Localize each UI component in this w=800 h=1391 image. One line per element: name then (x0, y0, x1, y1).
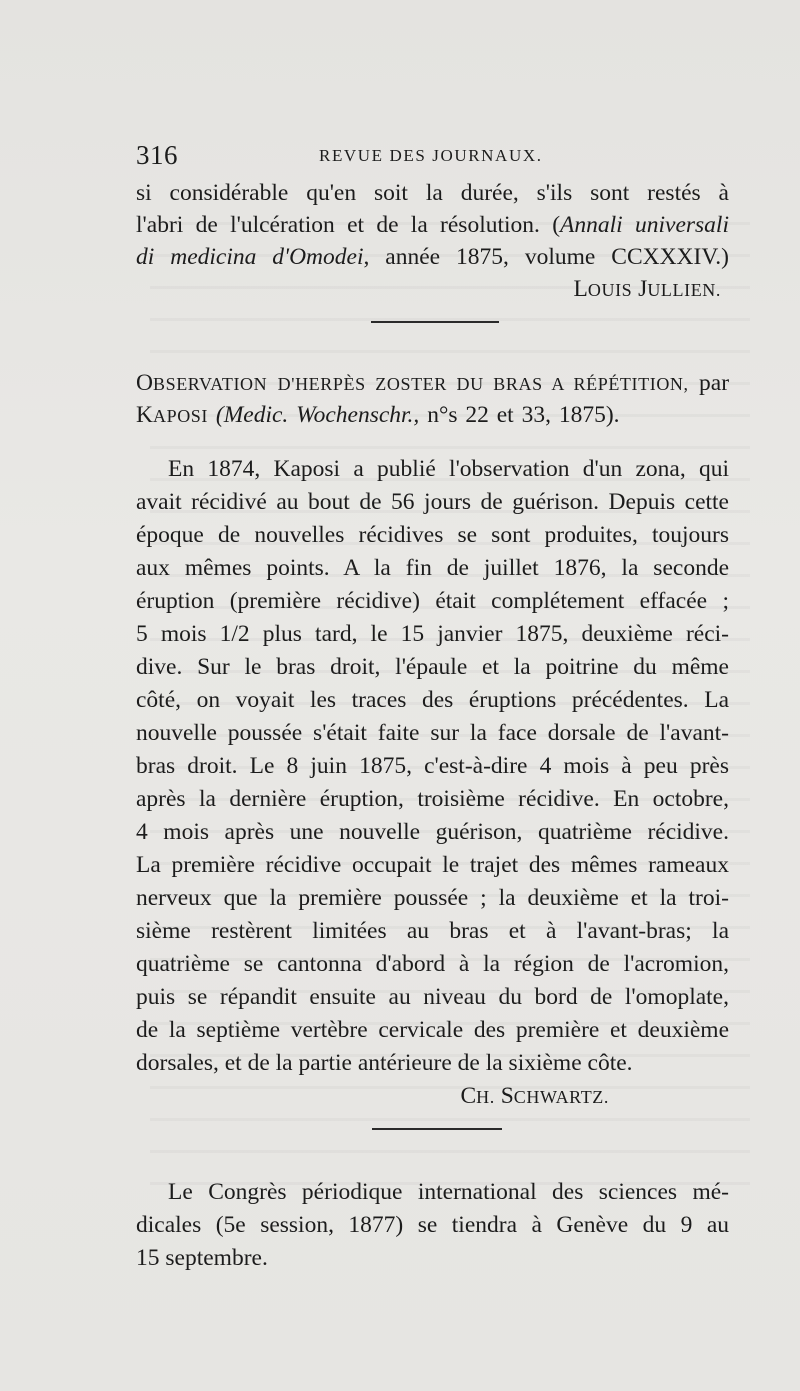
text-line (136, 241, 729, 273)
text-line: En 1874, Kaposi a publié l'observation d'un zona, qui (168, 456, 729, 482)
page-number: 316 (136, 140, 178, 170)
author-initial: C (460, 1083, 477, 1109)
text-line: nerveux que la première poussée ; la deuxième et la troi- (136, 885, 729, 911)
text-line: époque de nouvelles récidives se sont produites, toujours (136, 522, 729, 548)
text-line: La première récidive occupait le trajet des mêmes rameaux (136, 852, 729, 878)
author-initial: J (638, 276, 648, 302)
text-line: si considérable qu'en soit la durée, s'ils sont restés à (136, 180, 729, 206)
title-text: par (699, 370, 730, 396)
text-line: Le Congrès périodique international des sciences mé- (168, 1179, 729, 1205)
text-line: dicales (5e session, 1877) se tiendra à Genève du 9 au (136, 1212, 729, 1238)
author-name-part: ULLIEN. (647, 280, 721, 300)
article-title (136, 367, 729, 400)
text-line: 4 mois après une nouvelle guérison, quatrième récidive. (136, 819, 729, 845)
section-divider (371, 321, 499, 323)
text-line: de la septième vertèbre cervicale des première et deuxième (136, 1017, 729, 1043)
text-line: éruption (première récidive) était complétement effacée ; (136, 588, 729, 614)
author-name-part: APOSI (152, 406, 208, 426)
text-line: avait récidivé au bout de 56 jours de guérison. Depuis cette (136, 489, 729, 515)
citation-title: Annali universali (560, 212, 729, 238)
text-line (136, 209, 729, 241)
title-text: D'HERPÈS ZOSTER DU BRAS A RÉPÉTITION, (277, 374, 689, 394)
author-initial: K (136, 402, 153, 428)
text-fragment: , année 1875, volume CCXXXIV.) (363, 244, 729, 270)
text-line: après la dernière éruption, troisième récidive. En octobre, (136, 786, 729, 812)
text-line: 15 septembre. (136, 1245, 268, 1271)
text-line: dorsales, et de la partie antérieure de la sixième côte. (136, 1050, 633, 1076)
issue-numbers: n°s 22 et 33, 1875). (427, 402, 620, 428)
text-line: puis se répandit ensuite au niveau du bord de l'omoplate, (136, 984, 729, 1010)
text-line: bras droit. Le 8 juin 1875, c'est-à-dire 4 mois à peu près (136, 753, 729, 779)
text-line: nouvelle poussée s'était faite sur la face dorsale de l'avant- (136, 720, 729, 746)
citation-title: di medicina d'Omodei (136, 244, 364, 270)
author-name-part: OUIS (587, 280, 633, 300)
author-initial: L (573, 276, 588, 302)
text-fragment: l'abri de l'ulcération et de la résolution. ( (136, 212, 561, 238)
section-divider (372, 1128, 502, 1130)
text-line: aux mêmes points. A la fin de juillet 1876, la seconde (136, 555, 729, 581)
journal-title: (Medic. Wochenschr., (215, 402, 420, 428)
author-name-part: H. (476, 1087, 495, 1107)
author-signature (136, 1080, 729, 1113)
text-line: 5 mois 1/2 plus tard, le 15 janvier 1875, deuxième réci- (136, 621, 729, 647)
author-signature (136, 273, 729, 306)
author-name-part: CHWARTZ. (513, 1087, 609, 1107)
article-title-line-2 (136, 399, 729, 432)
text-line: quatrième se cantonna d'abord à la région de l'acromion, (136, 951, 729, 977)
page-header (136, 140, 729, 176)
running-head: REVUE DES JOURNAUX. (319, 146, 543, 165)
title-text: BSERVATION (152, 374, 268, 394)
text-line: côté, on voyait les traces des éruptions précédentes. La (136, 687, 729, 713)
title-initial: O (136, 370, 153, 396)
author-initial: S (500, 1083, 514, 1109)
text-line: dive. Sur le bras droit, l'épaule et la poitrine du même (136, 654, 729, 680)
text-line: sième restèrent limitées au bras et à l'avant-bras; la (136, 918, 729, 944)
